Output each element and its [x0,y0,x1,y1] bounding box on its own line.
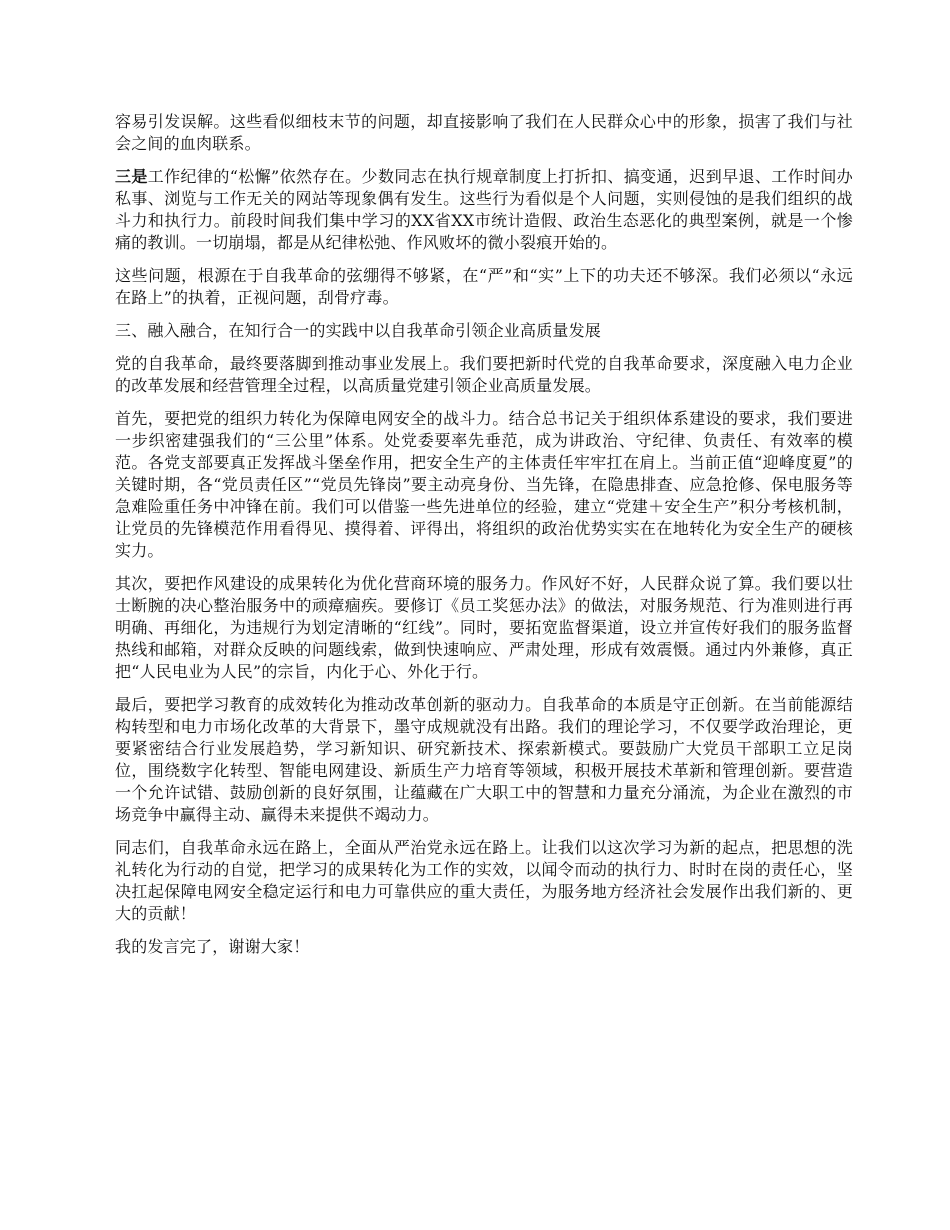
paragraph-text: 其次，要把作风建设的成果转化为优化营商环境的服务力。作风好不好，人民群众说了算。我们要以壮士断腕的决心整治服务中的顽瘴痼疾。要修订《员工奖惩办法》的做法，对服务规范、行为准则进行再明确、再细化，为违规行为划定清晰的“红线”。同时，要拓宽监督渠道，设立并宣传好我们的服务监督热线和邮箱，对群众反映的问题线索，做到快速响应、严肃处理，形成有效震慑。通过内外兼修，真正把“人民电业为人民”的宗旨，内化于心、外化于行。 [115,574,853,681]
paragraph-intro [115,353,853,397]
paragraph-closing [115,936,853,958]
paragraph-last [115,694,853,826]
paragraph-point-three [115,166,853,254]
paragraph-text: 我的发言完了，谢谢大家！ [115,937,310,956]
paragraph-first [115,408,853,562]
section-heading-text: 三、融入融合，在知行合一的实践中以自我革命引领企业高质量发展 [115,321,602,340]
section-heading-three [115,320,853,342]
paragraph-text: 党的自我革命，最终要落脚到推动事业发展上。我们要把新时代党的自我革命要求，深度融入电力企业的改革发展和经营管理全过程，以高质量党建引领企业高质量发展。 [115,354,853,395]
paragraph-second [115,573,853,683]
paragraph-text: 这些问题，根源在于自我革命的弦绷得不够紧，在“严”和“实”上下的功夫还不够深。我们必须以“永远在路上”的执着，正视问题，刮骨疗毒。 [115,266,853,307]
paragraph-root-cause [115,265,853,309]
paragraph-text: 同志们，自我革命永远在路上，全面从严治党永远在路上。让我们以这次学习为新的起点，把思想的洗礼转化为行动的自觉，把学习的成果转化为工作的实效，以闻令而动的执行力、时时在岗的责任心，坚决扛起保障电网安全稳定运行和电力可靠供应的重大责任，为服务地方经济社会发展作出我们新的、更大的贡献！ [115,838,853,923]
paragraph-continuation [115,111,853,155]
paragraph-lead: 三是 [115,167,148,186]
paragraph-conclusion [115,837,853,925]
paragraph-text: 最后，要把学习教育的成效转化为推动改革创新的驱动力。自我革命的本质是守正创新。在当前能源结构转型和电力市场化改革的大背景下，墨守成规就没有出路。我们的理论学习，不仅要学政治理论，更要紧密结合行业发展趋势，学习新知识、研究新技术、探索新模式。要鼓励广大党员干部职工立足岗位，围绕数字化转型、智能电网建设、新质生产力培育等领域，积极开展技术革新和管理创新。要营造一个允许试错、鼓励创新的良好氛围，让蕴藏在广大职工中的智慧和力量充分涌流，为企业在激烈的市场竞争中赢得主动、赢得未来提供不竭动力。 [115,695,853,824]
paragraph-text: 首先，要把党的组织力转化为保障电网安全的战斗力。结合总书记关于组织体系建设的要求，我们要进一步织密建强我们的“三公里”体系。处党委要率先垂范，成为讲政治、守纪律、负责任、有效率的模范。各党支部要真正发挥战斗堡垒作用，把安全生产的主体责任牢牢扛在肩上。当前正值“迎峰度夏”的关键时期，各“党员责任区”“党员先锋岗”要主动亮身份、当先锋，在隐患排查、应急抢修、保电服务等急难险重任务中冲锋在前。我们可以借鉴一些先进单位的经验，建立“党建＋安全生产”积分考核机制，让党员的先锋模范作用看得见、摸得着、评得出，将组织的政治优势实实在在地转化为安全生产的硬核实力。 [115,409,853,560]
paragraph-text: 工作纪律的“松懈”依然存在。少数同志在执行规章制度上打折扣、搞变通，迟到早退、工作时间办私事、浏览与工作无关的网站等现象偶有发生。这些行为看似是个人问题，实则侵蚀的是我们组织的战斗力和执行力。前段时间我们集中学习的XX省XX市统计造假、政治生态恶化的典型案例，就是一个惨痛的教训。一切崩塌，都是从纪律松弛、作风败坏的微小裂痕开始的。 [115,167,853,252]
paragraph-text: 容易引发误解。这些看似细枝末节的问题，却直接影响了我们在人民群众心中的形象，损害了我们与社会之间的血肉联系。 [115,112,853,153]
document-page [115,111,853,969]
